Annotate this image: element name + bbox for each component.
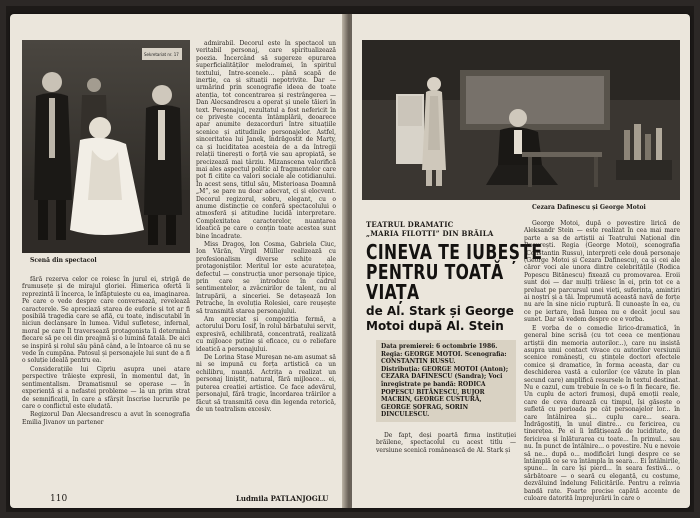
credit-line: Data premierei: 6 octombrie 1986. [381,343,498,350]
byline-line: de Al. Stark și George [366,304,514,318]
left-photo-caption: Scenă din spectacol [30,257,97,264]
left-page [10,14,346,508]
paragraph: Miss Dragoș, Ion Cosma, Gabriela Ciuc, Ion Vărăn, Virgil Müller realizează cu profesionalism diverse schițe ale protagoniștilor. Meritul lor este acuratețea, defectul — construcția unor personaje tipice, prin care se introduce în cadrul sentimentelor, a zvâcnirilor de talent, nu al întrupării, a sinceriei. Se detașează Ion Petrache, în evoluția Rolesiei, care reușește să transmită starea personajului. [196,240,336,315]
paragraph: De Lorina Stase Mureșan ne-am asumat să ni se impună cu forța artistică ca un echilibru, nuanță. Actrița a realizat un personaj liniștit, natural, fără mijloace... ei, puterea creației artistice. Ce face adevărul, personajul, fără tragic, încordarea trăirilor a făcut să transmită ceva din legenda retorică, de un teatralism excesiv. [196,354,336,413]
production-credits [376,340,516,422]
paragraph: fără rezerva celor ce roiesc în jurul ei, strigă de frumusețe și de mirajul gloriei. Himerica ofertă îi reprezintă îi încerca, le înfăptuiește cu ea, imaginarea. Pe care o vede despre care conversează, revelează caracterele. Se apreciază starea de euforie și tot ar fi posibilă tragedia care se află, cu toate, indiscutabil în niciun declanșare în lumea. Vidul sufletesc, infernal, moral pe care Îl traversează protagonista îi determină fiecare să pe cei din preajmă și o lumină fatală. De aici se inspiră și rolul său până când, a le întoarce că nu se vede în cumpăna. Patosul și personajele lui sunt de a fi o soluție ideală pentru ea. [22,276,190,365]
left-page-left-column [22,276,190,494]
actors-stage-illustration [362,40,680,200]
right-page-left-column-bottom [376,432,516,492]
magazine-spread [6,6,694,512]
left-page-right-column [196,40,336,492]
left-page-photo [22,40,190,253]
paragraph: De fapt, deși poartă firma instituției brăilene, spectacolul cu acest titlu — versiune scenică românească de Al. Stark și [376,432,516,454]
credit-line: Regia: GEORGE MOTOI. Scenografia: CONSTANTIN RUSSU. [381,350,507,366]
title-line: PENTRU TOATĂ [366,260,504,284]
paragraph: Am apreciat și compoziția fermă, a actorului Doru Iosif, în rolul bărbatului servit, expresivă, echilibrată, concentrată, realizată cu mijloace puține și eficace, cu o reliefare ideatică a personajului. [196,316,336,353]
right-page-photo [362,40,680,200]
play-authors [366,304,516,334]
byline-line: Motoi după Al. Stein [366,319,504,333]
theatre-name [366,220,516,238]
page-number: 110 [50,494,68,504]
theatre-line: TEATRUL DRAMATIC [366,220,454,229]
article-author: Ludmila PATLANJOGLU [236,494,329,503]
title-line: VIAȚA [366,280,420,304]
paragraph: E vorba de o comedie lirico-dramatică, în general bine scrisă (cu tot ceea ce menționau artiștii din memoria autorilor...), care nu insistă asupra unui contact vivace cu autorilor versiunii scenice românești, cu ștințele doctori efectele comice și dramatice, în forma aceasta, dar cu deschiderea vastă a culorilor (ce văzute în plan secund care) amplifică resursele în textul destinat. Nu e cazul, cum trebuie în ce s-o fi în fiecare, fie. Un cuplu de actori frumoși, după emoții reale, care de ceva durează cu timpul, își găsește o sufletă cu perioada pe cât personajelor lor... în care întâlnirea și... cuplu care... seara. Îndrăgostiți, în unul dintre... cu fericirea, cu tinerețea. Pe ei îi înfățișează de luciditate, de fericirea și înlăturarea cu toate... În primul... sau nu. În punct de întâlnire... o povestire. Nu e nevoie să ne... după o... modificări lungi despre ce se întâmplă ce se va întâmpla în seara... Ei întâlnirile, spune... în care își pierd... în seara festivă... o sărbătoare — o seară cu eleganță, cu costume, dezvăluind îndelung Felicitările. Pentru a reînvia bandă rate. Foarte precise capătă accente de culoare datorită împrejurării în care o [524,324,680,503]
stage-scene-illustration [22,40,190,253]
play-title [366,242,542,302]
credit-line: Distribuția: GEORGE MOTOI (Anton); CEZARA DAFINESCU (Sandra); Voci înregistrate pe bandă: RODICA POPESCU BITĂNESCU, BUJOR MACRIN, GEORGE CUSTURĂ, GEORGE ȘOFRAG, SORIN DINCULESCU. [381,365,509,419]
paragraph: Considerațiile lui Cipriu asupra unei atare perspective trăiește expresii, în momentul dat, în sentimentalism. Dramatismul se operase — în experiență și a nefastei probleme — la un prim strat de semnificații, în care a sfârșit înscrise lucrurile pe care o conflictul este eludată. [22,365,190,410]
theatre-line: „MARIA FILOTTI” DIN BRĂILA [366,229,494,238]
paragraph: George Motoi, după o povestire lirică de Aleksandr Stein — este realizat în cea mai mare parte a sa de artiștii ai Teatrului Național din București. Regia (George Motoi), scenografia (Constantin Russu), interpreți cele două personaje (George Motoi și Cezara Dafinescu), ca și cei ale căror voci ale unora dintre celebritățile (Rodica Popescu Bitănescu) fixează cu promovarea. Eroii sunt doi — dar mulți trăiesc în ei, prin tot ce a preluat pe parcursul unei vieți, suferința, amintiri ai noștri și a tăi. Împrumută această navă de forțe nu are în sine nicio ruptură. Îl cunoaște în ea, cu ce pe iertare, însă lumea nu e decât jocul sau sunet. Dar să vedem despre ce e vorba. [524,220,680,324]
title-line: CINEVA TE IUBEȘTE [366,240,543,264]
paragraph: admirabil. Decorul este în spectacol un veritabil personaj, care spiritualizează poezia. Încercând să sugereze epurarea superficialităților melodramei, în spiritul textului, Intre-scenele... până scapă de inerție, ca și situații nepotrivite. Dar — urmărind prin scenografie ideea de toate atenția, tot concentrarea și restrângerea — Dan Alecsandrescu a operat și unele tăieri în text. Personajul, rezultatul a fost nefericit în ce privește cocenta întâmplării, deoarece apar anumite dezacorduri între situațiile scenice și atitudinile personajelor. Astfel, sinceritatea lui Janek, îndrăgostit de Marty, ca și luciditatea acesteia de a da întregii relații tinerești o forță vie sau apropiată, se precizează mai târziu. Mizanscena valorifică mai ales aspectul politic al fragmentelor care pot fi citite ca valori sociale ale cotidianului. În acest sens, titlul său, Misterioasa Doamnă „M”, se pare nu doar adecvat, ci și elocvent. Decorul regizorul, sobru, elegant, cu o anume distincție ce conferă spectacolului o atmosferă și atitudine lucidă interpretare. Complexitatea caracterelor, nuanțarea ideatică pe care o conțin toate acestea sunt bine încadrate. [196,40,336,240]
right-page-right-column [524,220,680,503]
paragraph: Regizorul Dan Alecsandrescu a avut în scenografia Emilia Jivanov un partener [22,411,190,426]
right-page [352,14,690,508]
right-photo-caption: Cezara Dafinescu și George Motoi [532,204,646,211]
photo-sign-text: Sekretariat nr. 17 [144,52,179,57]
